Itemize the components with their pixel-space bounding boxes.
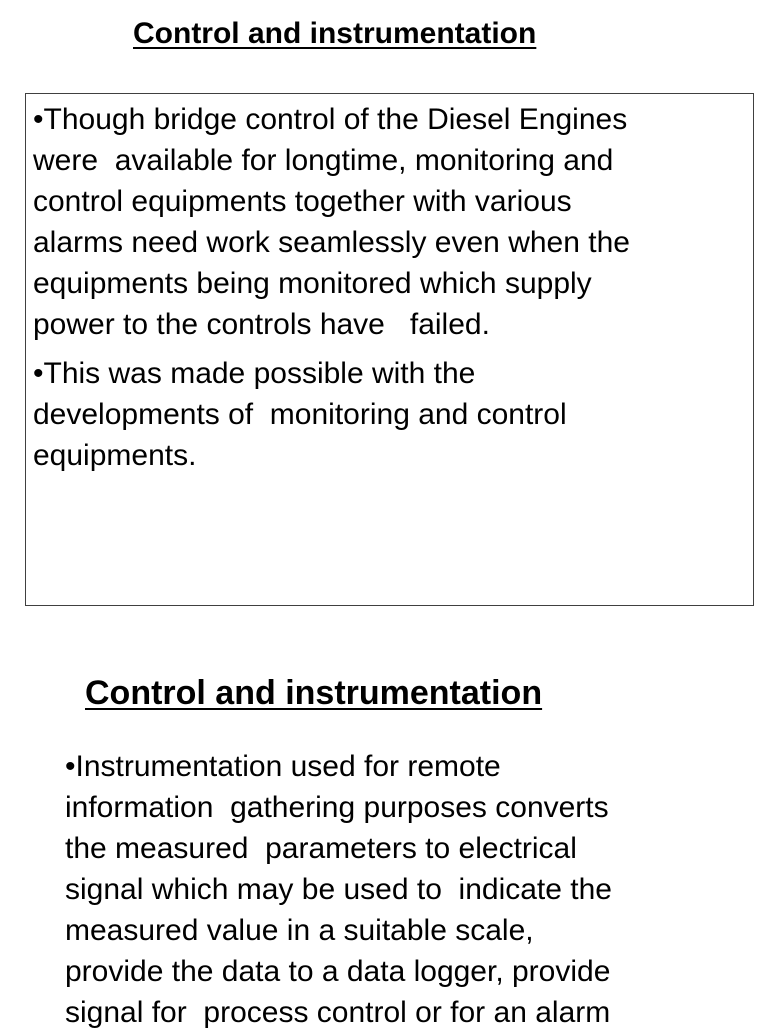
text-line: the measured parameters to electrical [65, 832, 577, 865]
text-line: signal for process control or for an alarm [65, 996, 611, 1029]
text-line: information gathering purposes converts [65, 791, 609, 824]
text-line: developments of monitoring and control [33, 398, 567, 431]
bullet-paragraph [33, 99, 630, 345]
text-line: power to the controls have failed. [33, 308, 490, 341]
text-line: control equipments together with various [33, 185, 572, 218]
text-line: equipments being monitored which supply [33, 267, 592, 300]
text-line: provide the data to a data logger, provide [65, 955, 611, 988]
bullet-list [65, 746, 612, 1033]
bullet-paragraph [65, 746, 612, 1033]
text-line: alarms need work seamlessly even when the [33, 226, 630, 259]
slide-title: Control and instrumentation [85, 674, 543, 712]
text-line: •Instrumentation used for remote [65, 750, 501, 783]
text-line: signal which may be used to indicate the [65, 873, 612, 906]
text-line: •This was made possible with the [33, 357, 476, 390]
slide-title: Control and instrumentation [133, 17, 537, 50]
text-line: measured value in a suitable scale, [65, 914, 534, 947]
text-line: equipments. [33, 439, 197, 472]
text-line: •Though bridge control of the Diesel Engines [33, 103, 628, 136]
bullet-paragraph [33, 353, 630, 476]
text-line: were available for longtime, monitoring and [33, 144, 614, 177]
bullet-list [33, 99, 630, 476]
